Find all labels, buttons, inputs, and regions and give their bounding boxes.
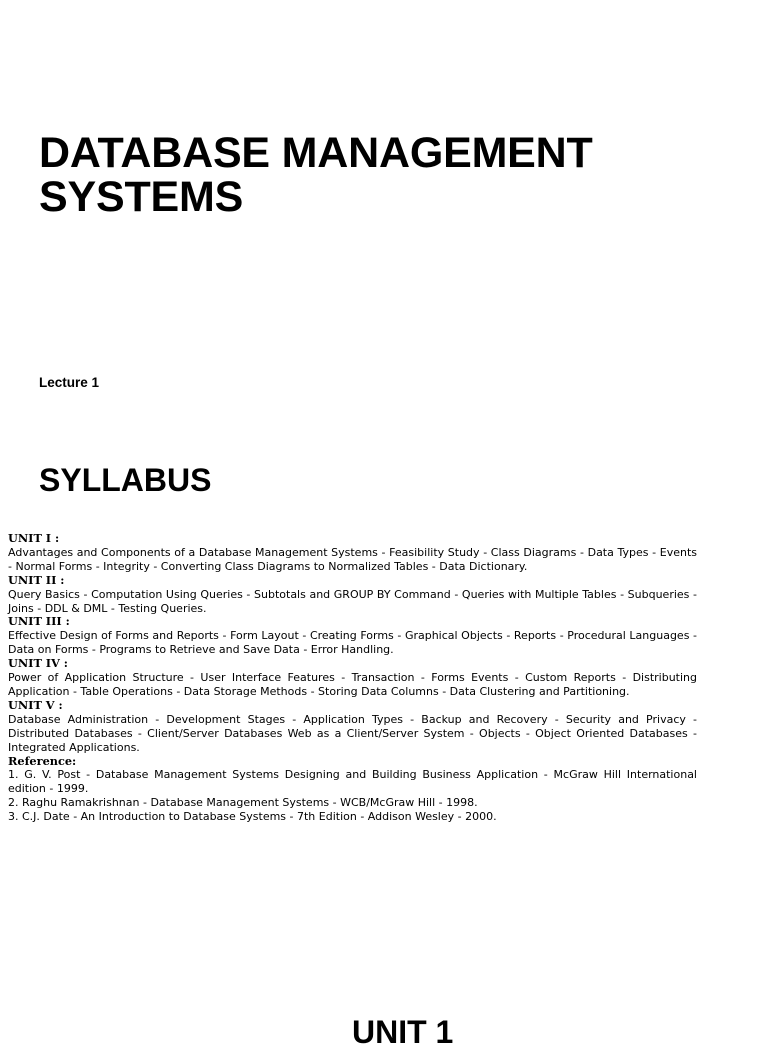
unit-label: UNIT I :	[8, 531, 60, 545]
syllabus-heading: SYLLABUS	[39, 462, 212, 498]
unit-description: Database Administration - Development Stages - Application Types - Backup and Recovery - Security and Privacy - Distributed Databases - Client/Server Databases Web as a Client/Server System - Objects - Object Oriented Databases - Integrated Applications.	[8, 712, 697, 754]
unit-section	[8, 574, 697, 616]
unit-label: UNIT V :	[8, 697, 63, 712]
reference-label: Reference:	[8, 753, 77, 768]
unit-section	[8, 532, 697, 574]
reference-item: 3. C.J. Date - An Introduction to Database Systems - 7th Edition - Addison Wesley - 2000.	[8, 810, 497, 824]
reference-item: 2. Raghu Ramakrishnan - Database Management Systems - WCB/McGraw Hill - 1998.	[8, 796, 478, 810]
reference-section	[8, 755, 697, 825]
reference-item: 1. G. V. Post - Database Management Systems Designing and Building Business Application - McGraw Hill International edition - 1999.	[8, 768, 697, 796]
document-title-line-2: SYSTEMS	[39, 173, 244, 221]
unit-section	[8, 657, 697, 699]
unit-section	[8, 615, 697, 657]
next-unit-heading: UNIT 1	[352, 1014, 454, 1050]
lecture-label: Lecture 1	[39, 375, 100, 390]
unit-section	[8, 699, 697, 755]
unit-label: UNIT II :	[8, 572, 65, 587]
unit-description: Advantages and Components of a Database Management Systems - Feasibility Study - Class Diagrams - Data Types - Events - Normal Forms - Integrity - Converting Class Diagrams to Normalized Tables - Data Dictionary.	[8, 545, 697, 573]
syllabus-body	[8, 532, 697, 824]
unit-description: Power of Application Structure - User Interface Features - Transaction - Forms Events - Custom Reports - Distributing Application - Table Operations - Data Storage Methods - Storing Data Columns - Data Clustering and Partitioning.	[8, 671, 697, 698]
document-title	[39, 131, 739, 219]
unit-description: Query Basics - Computation Using Queries - Subtotals and GROUP BY Command - Queries with Multiple Tables - Subqueries - Joins - DDL & DML - Testing Queries.	[8, 587, 697, 615]
unit-description: Effective Design of Forms and Reports - Form Layout - Creating Forms - Graphical Objects - Reports - Procedural Languages - Data on Forms - Programs to Retrieve and Save Data - Error Handling.	[8, 629, 697, 657]
document-title-line-1: DATABASE MANAGEMENT	[39, 129, 593, 177]
unit-label: UNIT IV :	[8, 656, 68, 671]
unit-label: UNIT III :	[8, 614, 70, 629]
